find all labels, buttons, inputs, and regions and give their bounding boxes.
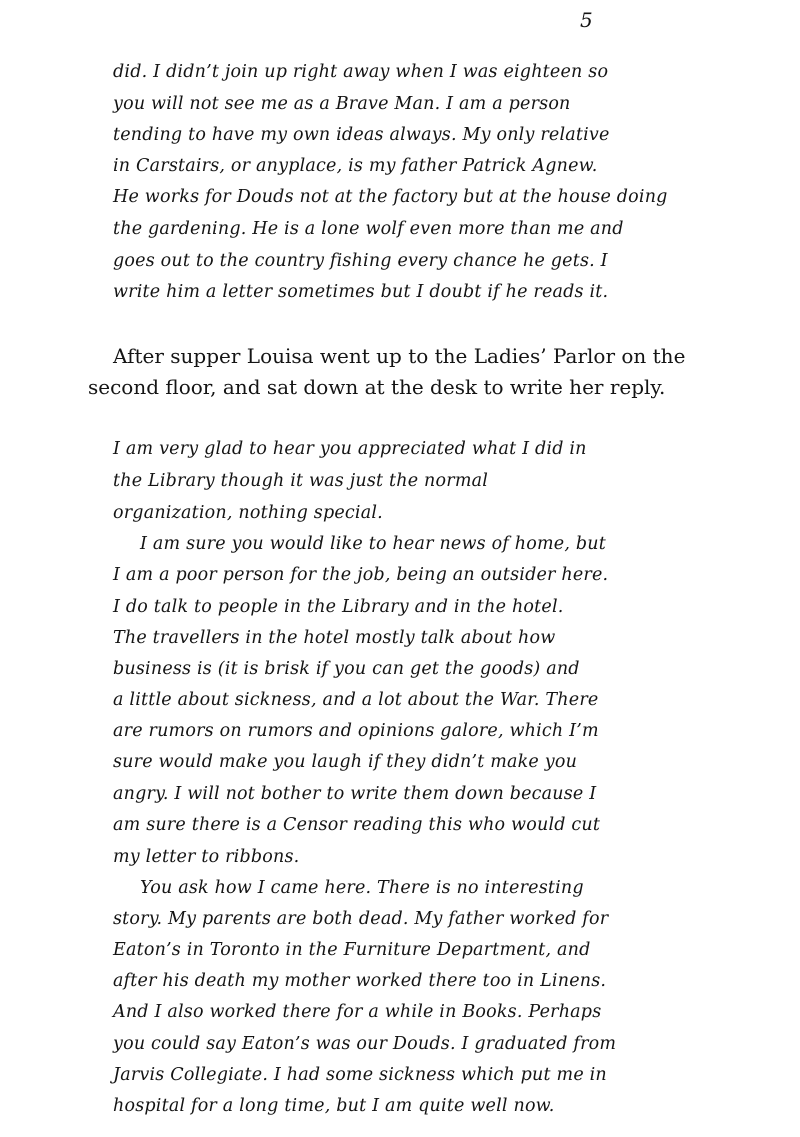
text-line: second floor, and sat down at the desk to write her reply.	[88, 375, 666, 399]
text-line: goes out to the country fishing every chance he gets. I	[113, 251, 608, 271]
text-line: write him a letter sometimes but I doubt if he reads it.	[113, 282, 609, 302]
text-line: business is (it is brisk if you can get the goods) and	[113, 659, 580, 679]
text-line: I am very glad to hear you appreciated what I did in	[113, 439, 587, 459]
text-line: are rumors on rumors and opinions galore, which I’m	[113, 721, 599, 741]
text-line: story. My parents are both dead. My father worked for	[113, 909, 609, 929]
text-line: sure would make you laugh if they didn’t make you	[113, 752, 578, 772]
text-line: Eaton’s in Toronto in the Furniture Department, and	[113, 940, 591, 960]
text-line: I do talk to people in the Library and in the hotel.	[113, 597, 564, 617]
text-line: did. I didn’t join up right away when I was eighteen so	[113, 62, 609, 82]
text-line: I am sure you would like to hear news of home, but	[140, 534, 606, 554]
text-line: Jarvis Collegiate. I had some sickness which put me in	[113, 1065, 607, 1085]
text-line: I am a poor person for the job, being an outsider here.	[113, 565, 609, 585]
text-line: tending to have my own ideas always. My only relative	[113, 125, 610, 145]
text-line: And I also worked there for a while in Books. Perhaps	[113, 1002, 602, 1022]
text-line: you could say Eaton’s was our Douds. I graduated from	[113, 1034, 617, 1054]
text-line: The travellers in the hotel mostly talk about how	[113, 628, 556, 648]
text-line: am sure there is a Censor reading this who would cut	[113, 815, 601, 835]
text-line: my letter to ribbons.	[113, 847, 300, 867]
text-line: You ask how I came here. There is no interesting	[140, 878, 584, 898]
text-line: organization, nothing special.	[113, 503, 383, 523]
text-line: hospital for a long time, but I am quite well now.	[113, 1096, 555, 1116]
text-line: After supper Louisa went up to the Ladies’ Parlor on the	[113, 344, 686, 368]
text-line: after his death my mother worked there too in Linens.	[113, 971, 607, 991]
text-line: angry. I will not bother to write them down because I	[113, 784, 597, 804]
page-number: 5	[580, 8, 593, 32]
text-line: the gardening. He is a lone wolf even more than me and	[113, 219, 624, 239]
text-line: in Carstairs, or anyplace, is my father Patrick Agnew.	[113, 156, 598, 176]
text-line: you will not see me as a Brave Man. I am a person	[113, 94, 571, 114]
text-line: the Library though it was just the normal	[113, 471, 489, 491]
text-line: a little about sickness, and a lot about the War. There	[113, 690, 599, 710]
text-line: He works for Douds not at the factory but at the house doing	[113, 187, 668, 207]
